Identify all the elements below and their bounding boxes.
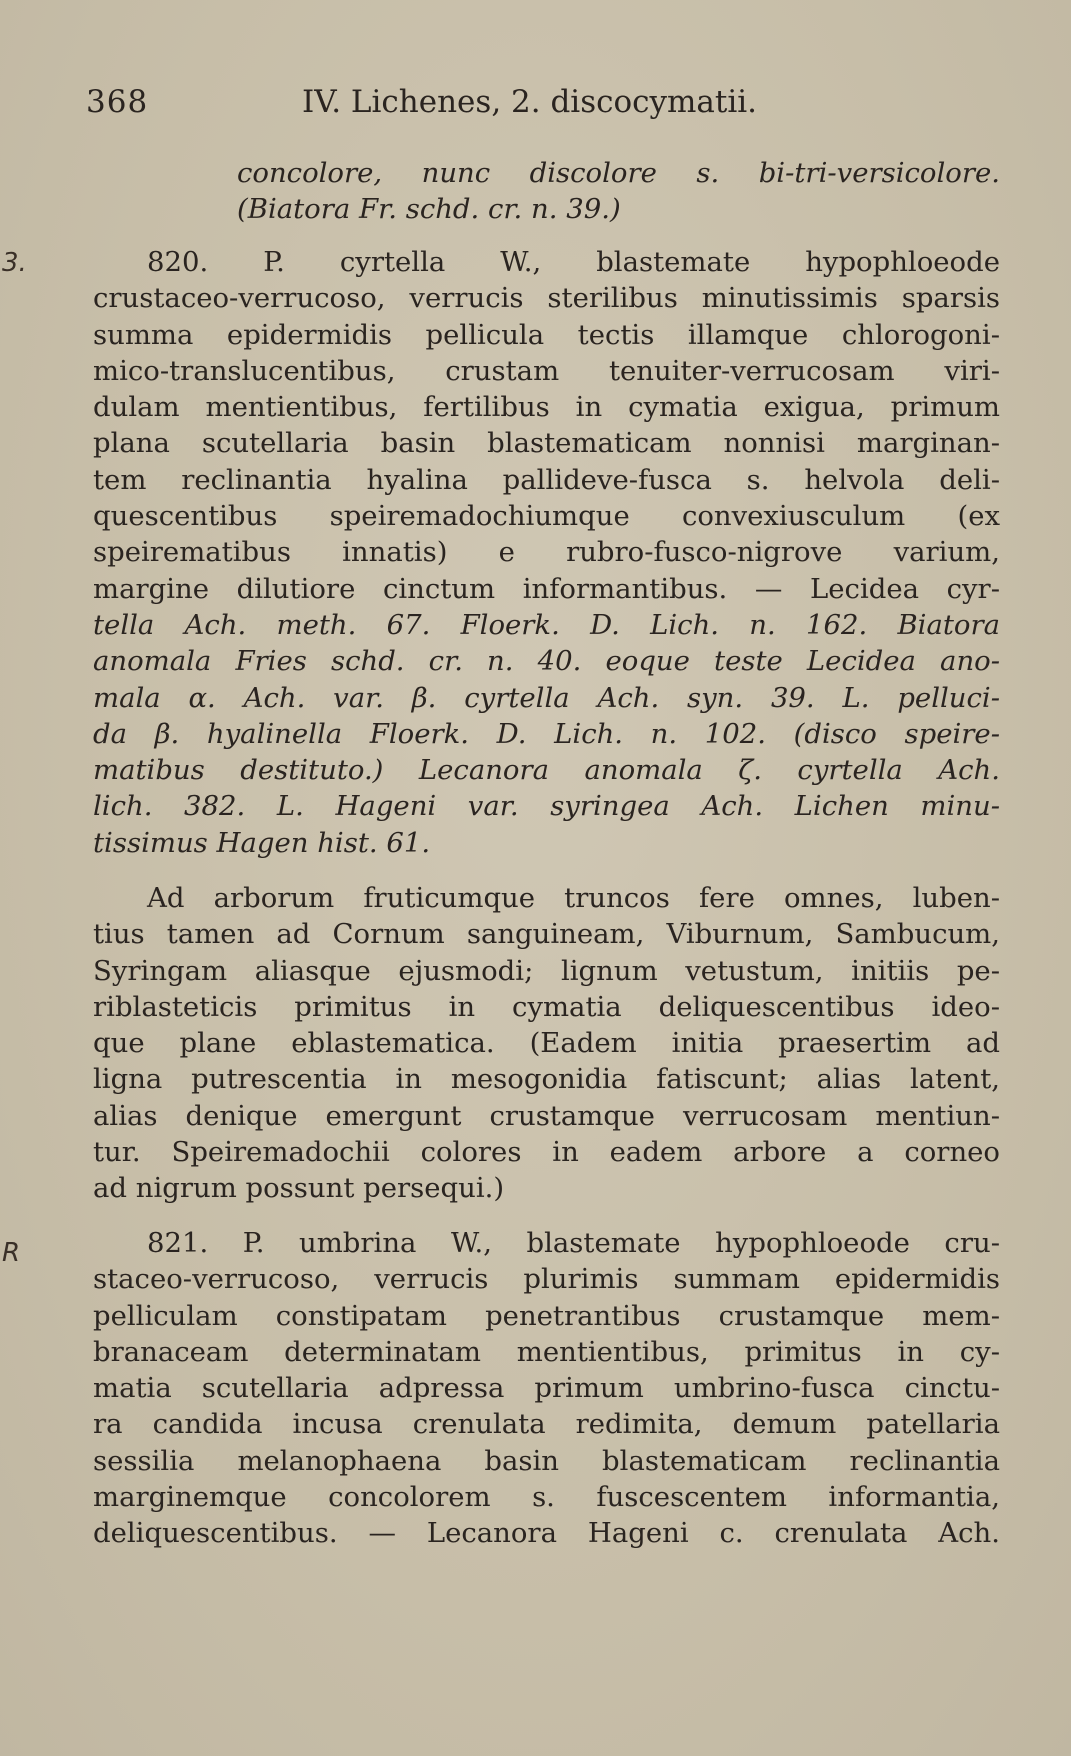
text-line: Ad arborum fruticumque truncos fere omnes, luben- <box>147 882 1000 914</box>
text-line: summa epidermidis pellicula tectis illamque chlorogoni- <box>93 318 1000 351</box>
text-line: tella Ach. meth. 67. Floerk. D. Lich. n. 162. Biatora <box>93 608 1000 641</box>
running-head: IV. Lichenes, 2. discocymatii. <box>302 84 758 120</box>
text-line: lich. 382. L. Hageni var. syringea Ach. Lichen minu- <box>93 790 1000 823</box>
text-line: tem reclinantia hyalina pallideve-fusca s. helvola deli- <box>93 463 1000 496</box>
text-line: (Biatora Fr. schd. cr. n. 39.) <box>237 193 621 226</box>
text-line: tissimus Hagen hist. 61. <box>93 826 431 859</box>
text-line: da β. hyalinella Floerk. D. Lich. n. 102. (disco speire- <box>93 717 1000 750</box>
page-number: 368 <box>86 84 149 120</box>
text-line: riblasteticis primitus in cymatia deliquescentibus ideo- <box>93 990 1000 1023</box>
page-header <box>86 82 986 122</box>
text-line: speirematibus innatis) e rubro-fusco-nigrove varium, <box>93 536 1000 569</box>
text-line: concolore, nunc discolore s. bi-tri-versicolore. <box>237 157 1000 189</box>
text-line: matia scutellaria adpressa primum umbrino-fusca cinctu- <box>93 1372 1000 1405</box>
text-line: anomala Fries schd. cr. n. 40. eoque teste Lecidea ano- <box>93 645 1000 678</box>
text-line: Syringam aliasque ejusmodi; lignum vetustum, initiis pe- <box>93 954 1000 987</box>
text-line: deliquescentibus. — Lecanora Hageni c. crenulata Ach. <box>93 1517 1000 1550</box>
text-line: ra candida incusa crenulata redimita, demum patellaria <box>93 1408 1000 1441</box>
text-line: pelliculam constipatam penetrantibus crustamque mem- <box>93 1299 1000 1332</box>
text-line: quescentibus speiremadochiumque convexiusculum (ex <box>93 500 1000 533</box>
text-line: dulam mentientibus, fertilibus in cymatia exigua, primum <box>93 391 1000 424</box>
entry-heading-line: 821. P. umbrina W., blastemate hypophloeode cru- <box>147 1227 1000 1259</box>
intro-paragraph <box>93 155 1000 228</box>
entry-820 <box>93 244 1000 861</box>
text-line: alias denique emergunt crustamque verrucosam mentiun- <box>93 1099 1000 1132</box>
text-line: tius tamen ad Cornum sanguineam, Viburnum, Sambucum, <box>93 918 1000 951</box>
text-line: tur. Speiremadochii colores in eadem arbore a corneo <box>93 1136 1000 1169</box>
text-line: ligna putrescentia in mesogonidia fatiscunt; alias latent, <box>93 1063 1000 1096</box>
habitat-paragraph <box>93 880 1000 1207</box>
text-line: sessilia melanophaena basin blastematicam reclinantia <box>93 1444 1000 1477</box>
margin-note-2: R <box>2 1238 21 1268</box>
entry-heading-line: 820. P. cyrtella W., blastemate hypophloeode <box>147 246 1000 278</box>
text-line: staceo-verrucoso, verrucis plurimis summam epidermidis <box>93 1263 1000 1296</box>
text-line: marginemque concolorem s. fuscescentem informantia, <box>93 1481 1000 1514</box>
margin-note-1: 3. <box>2 248 27 278</box>
text-line: que plane eblastematica. (Eadem initia praesertim ad <box>93 1027 1000 1060</box>
text-line: matibus destituto.) Lecanora anomala ζ. cyrtella Ach. <box>93 754 1000 787</box>
text-line: crustaceo-verrucoso, verrucis sterilibus minutissimis sparsis <box>93 282 1000 315</box>
text-line: margine dilutiore cinctum informantibus. — Lecidea cyr- <box>93 572 1000 605</box>
text-line: ad nigrum possunt persequi.) <box>93 1172 505 1205</box>
entry-821 <box>93 1225 1000 1552</box>
text-line: plana scutellaria basin blastematicam nonnisi marginan- <box>93 427 1000 460</box>
text-line: mala α. Ach. var. β. cyrtella Ach. syn. 39. L. pelluci- <box>93 681 1000 714</box>
text-line: mico-translucentibus, crustam tenuiter-verrucosam viri- <box>93 354 1000 387</box>
text-line: branaceam determinatam mentientibus, primitus in cy- <box>93 1335 1000 1368</box>
